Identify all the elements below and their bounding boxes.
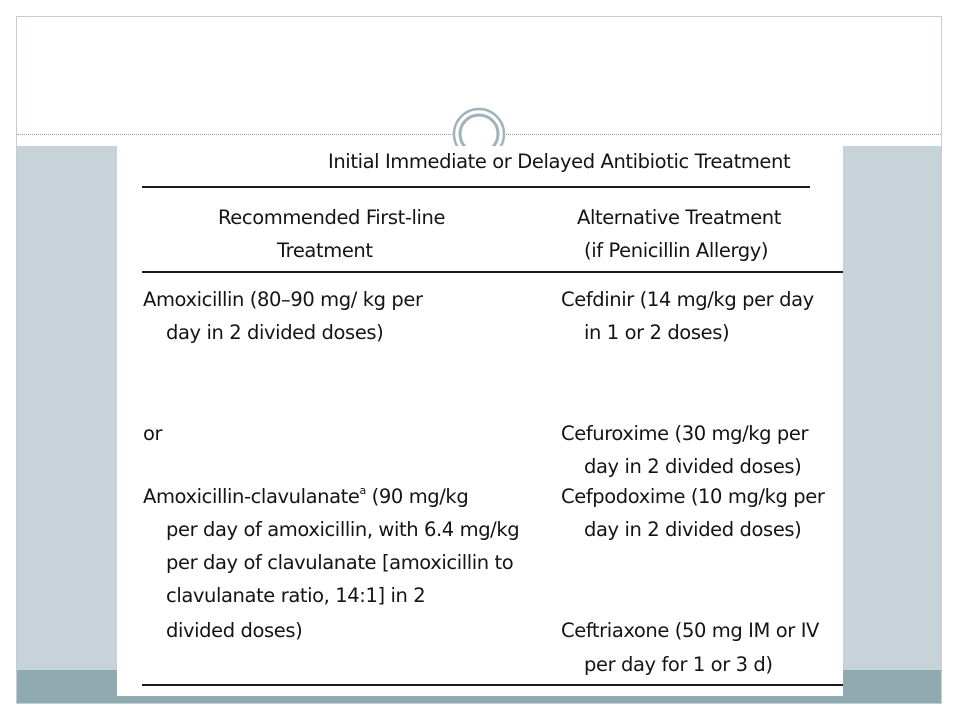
amox-clav-line-5: divided doses) bbox=[166, 619, 303, 642]
amox-clav-line-2: per day of amoxicillin, with 6.4 mg/kg bbox=[166, 518, 520, 541]
cefdinir-line-1: Cefdinir (14 mg/kg per day bbox=[561, 288, 814, 311]
table-top-rule bbox=[142, 186, 810, 188]
amoxicillin-line-2: day in 2 divided doses) bbox=[166, 321, 384, 344]
table-bottom-rule bbox=[142, 684, 843, 686]
header-rule bbox=[142, 271, 843, 273]
amox-clav-line-4: clavulanate ratio, 14:1] in 2 bbox=[166, 584, 426, 607]
footnote-marker: a bbox=[359, 484, 366, 497]
table-caption: Initial Immediate or Delayed Antibiotic Treatment bbox=[328, 150, 791, 173]
cefpodoxime-line-1: Cefpodoxime (10 mg/kg per bbox=[561, 485, 825, 508]
amox-clav-name: Amoxicillin-clavulanate bbox=[143, 485, 360, 508]
header-alternative-line-1: Alternative Treatment bbox=[577, 206, 782, 229]
treatment-table bbox=[117, 146, 843, 696]
cefdinir-line-2: in 1 or 2 doses) bbox=[584, 321, 730, 344]
amoxicillin-line-1: Amoxicillin (80–90 mg/ kg per bbox=[143, 288, 423, 311]
ceftriaxone-line-1: Ceftriaxone (50 mg IM or IV bbox=[561, 619, 819, 642]
header-first-line-line-1: Recommended First-line bbox=[218, 206, 446, 229]
header-alternative-line-2: (if Penicillin Allergy) bbox=[584, 239, 769, 262]
amox-clav-line-3: per day of clavulanate [amoxicillin to bbox=[166, 551, 514, 574]
header-first-line-line-2: Treatment bbox=[277, 239, 373, 262]
amox-clav-dose: (90 mg/kg bbox=[365, 485, 469, 508]
amox-clav-line-1 bbox=[143, 484, 469, 508]
ceftriaxone-line-2: per day for 1 or 3 d) bbox=[584, 653, 773, 676]
or-label: or bbox=[143, 422, 163, 445]
cefuroxime-line-2: day in 2 divided doses) bbox=[584, 455, 802, 478]
cefuroxime-line-1: Cefuroxime (30 mg/kg per bbox=[561, 422, 809, 445]
cefpodoxime-line-2: day in 2 divided doses) bbox=[584, 518, 802, 541]
